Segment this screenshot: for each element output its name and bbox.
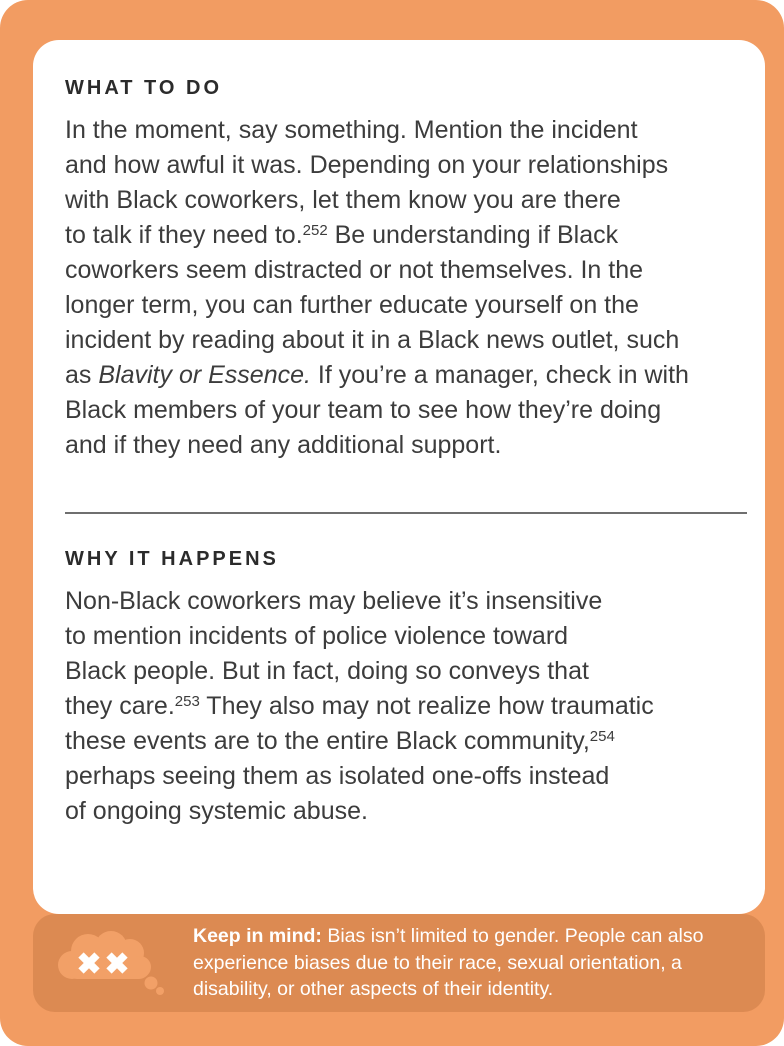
text-line bbox=[65, 113, 737, 148]
keep-in-mind-body: Bias isn’t limited to gender. People can also experience biases due to their race, sexual orientation, a disability, or other aspects of their identity. bbox=[193, 925, 704, 1001]
thought-bubble-double-x-icon bbox=[55, 931, 167, 995]
footnote-ref: 253 bbox=[174, 693, 200, 710]
section-why-it-happens bbox=[65, 547, 737, 829]
section-what-to-do bbox=[65, 76, 737, 463]
text-line bbox=[65, 218, 737, 253]
section-divider bbox=[65, 512, 747, 514]
text-line bbox=[65, 654, 737, 689]
text-line bbox=[65, 428, 737, 463]
italic-text: Blavity or Essence. bbox=[98, 361, 311, 389]
text-run: longer term, you can further educate yourself on the bbox=[65, 291, 639, 319]
text-run: and if they need any additional support. bbox=[65, 431, 502, 459]
footnote-ref: 254 bbox=[589, 728, 615, 745]
text-run: with Black coworkers, let them know you are there bbox=[65, 186, 621, 214]
text-line bbox=[65, 323, 737, 358]
thought-dot-large bbox=[145, 977, 158, 990]
content-card bbox=[33, 40, 765, 914]
thought-dot-small bbox=[156, 987, 164, 995]
text-line bbox=[65, 794, 737, 829]
what-to-do-paragraph bbox=[65, 113, 737, 463]
text-run: Black members of your team to see how they’re doing bbox=[65, 396, 662, 424]
text-run: In the moment, say something. Mention the incident bbox=[65, 116, 638, 144]
text-line bbox=[65, 689, 737, 724]
text-line bbox=[65, 724, 737, 759]
thought-bubble-cloud bbox=[58, 931, 164, 995]
text-run: Non-Black coworkers may believe it’s insensitive bbox=[65, 587, 603, 615]
text-run: of ongoing systemic abuse. bbox=[65, 797, 368, 825]
text-run: they care. bbox=[65, 692, 175, 720]
text-run: coworkers seem distracted or not themselves. In the bbox=[65, 256, 644, 284]
why-it-happens-paragraph bbox=[65, 584, 737, 829]
text-run: to mention incidents of police violence toward bbox=[65, 622, 569, 650]
text-run: and how awful it was. Depending on your relationships bbox=[65, 151, 669, 179]
text-run: perhaps seeing them as isolated one-offs instead bbox=[65, 762, 610, 790]
text-line bbox=[65, 183, 737, 218]
text-line bbox=[65, 358, 737, 393]
text-line bbox=[65, 393, 737, 428]
keep-in-mind-lead: Keep in mind: bbox=[193, 925, 322, 948]
text-run: Be understanding if Black bbox=[327, 221, 619, 249]
text-line bbox=[65, 148, 737, 183]
text-line bbox=[65, 759, 737, 794]
text-run: as bbox=[65, 361, 99, 389]
text-run: incident by reading about it in a Black news outlet, such bbox=[65, 326, 680, 354]
text-line bbox=[65, 253, 737, 288]
text-run: Black people. But in fact, doing so conveys that bbox=[65, 657, 589, 685]
text-line bbox=[65, 288, 737, 323]
text-run: these events are to the entire Black community, bbox=[65, 727, 590, 755]
what-to-do-heading: WHAT TO DO bbox=[65, 77, 223, 99]
text-run: If you’re a manager, check in with bbox=[310, 361, 689, 389]
text-line bbox=[65, 584, 737, 619]
text-line bbox=[65, 619, 737, 654]
footnote-ref: 252 bbox=[302, 222, 328, 239]
why-it-happens-heading: WHY IT HAPPENS bbox=[65, 548, 279, 570]
keep-in-mind-text bbox=[193, 923, 753, 1003]
text-run: They also may not realize how traumatic bbox=[199, 692, 654, 720]
keep-in-mind-banner bbox=[33, 914, 765, 1012]
text-run: to talk if they need to. bbox=[65, 221, 303, 249]
